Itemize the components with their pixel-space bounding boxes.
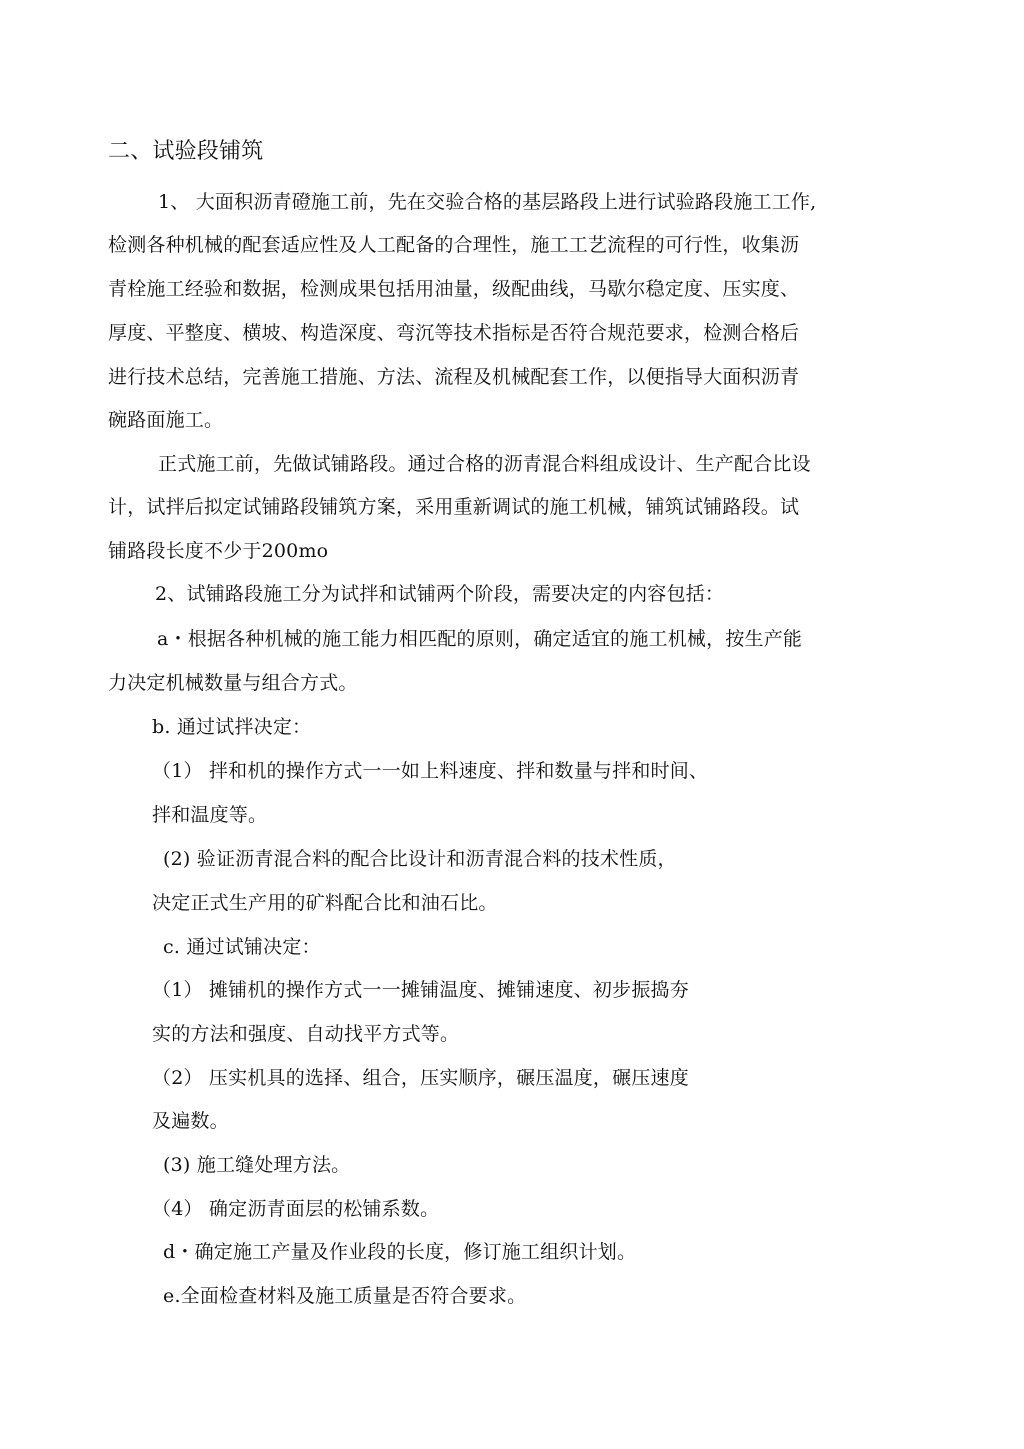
paragraph-line: 厚度、平整度、横坡、构造深度、弯沉等技术指标是否符合规范要求，检测合格后 [108,322,800,344]
paragraph-line: 2、试铺路段施工分为试拌和试铺两个阶段，需要决定的内容包括： [155,583,725,605]
list-item: 及遍数。 [152,1110,229,1132]
paragraph-line: 青栓施工经验和数据，检测成果包括用油量，级配曲线，马歇尔稳定度、压实度、 [108,278,800,300]
list-item: (3) 施工缝处理方法。 [163,1154,351,1176]
paragraph-line: 铺路段长度不少于200mo [108,540,329,562]
section-heading: 二、试验段铺筑 [108,139,264,164]
paragraph-line: 正式施工前，先做试铺路段。通过合格的沥青混合料组成设计、生产配合比设 [158,453,811,475]
paragraph-line: 碗路面施工。 [108,409,224,431]
paragraph-line: 力决定机械数量与组合方式。 [108,672,358,694]
paragraph-line: 进行技术总结，完善施工措施、方法、流程及机械配套工作，以便指导大面积沥青 [108,366,800,388]
list-item: 决定正式生产用的矿料配合比和油石比。 [152,892,498,914]
paragraph-line: 检测各种机械的配套适应性及人工配备的合理性，施工工艺流程的可行性，收集沥 [108,234,800,256]
paragraph-line: 计，试拌后拟定试铺路段铺筑方案，采用重新调试的施工机械，铺筑试铺路段。试 [108,496,800,518]
list-item: （4） 确定沥青面层的松铺系数。 [152,1198,440,1220]
list-heading: c. 通过试铺决定： [163,936,321,958]
list-item: (2) 验证沥青混合料的配合比设计和沥青混合料的技术性质， [163,848,677,870]
paragraph-line: 1、 大面积沥青磴施工前，先在交验合格的基层路段上进行试验路段施工工作, [158,191,817,213]
list-item: （1） 摊铺机的操作方式一一摊铺温度、摊铺速度、初步振捣夯 [152,979,689,1001]
list-item: （2） 压实机具的选择、组合，压实顺序，碾压温度，碾压速度 [152,1067,689,1089]
paragraph-line: a・根据各种机械的施工能力相匹配的原则，确定适宜的施工机械，按生产能 [157,628,803,650]
list-item: e.全面检查材料及施工质量是否符合要求。 [163,1285,527,1307]
list-item: 实的方法和强度、自动找平方式等。 [152,1023,460,1045]
list-item: d・确定施工产量及作业段的长度，修订施工组织计划。 [163,1241,637,1263]
list-heading: b. 通过试拌决定： [152,716,312,738]
list-item: 拌和温度等。 [152,804,268,826]
list-item: （1） 拌和机的操作方式一一如上料速度、拌和数量与拌和时间、 [152,760,709,782]
